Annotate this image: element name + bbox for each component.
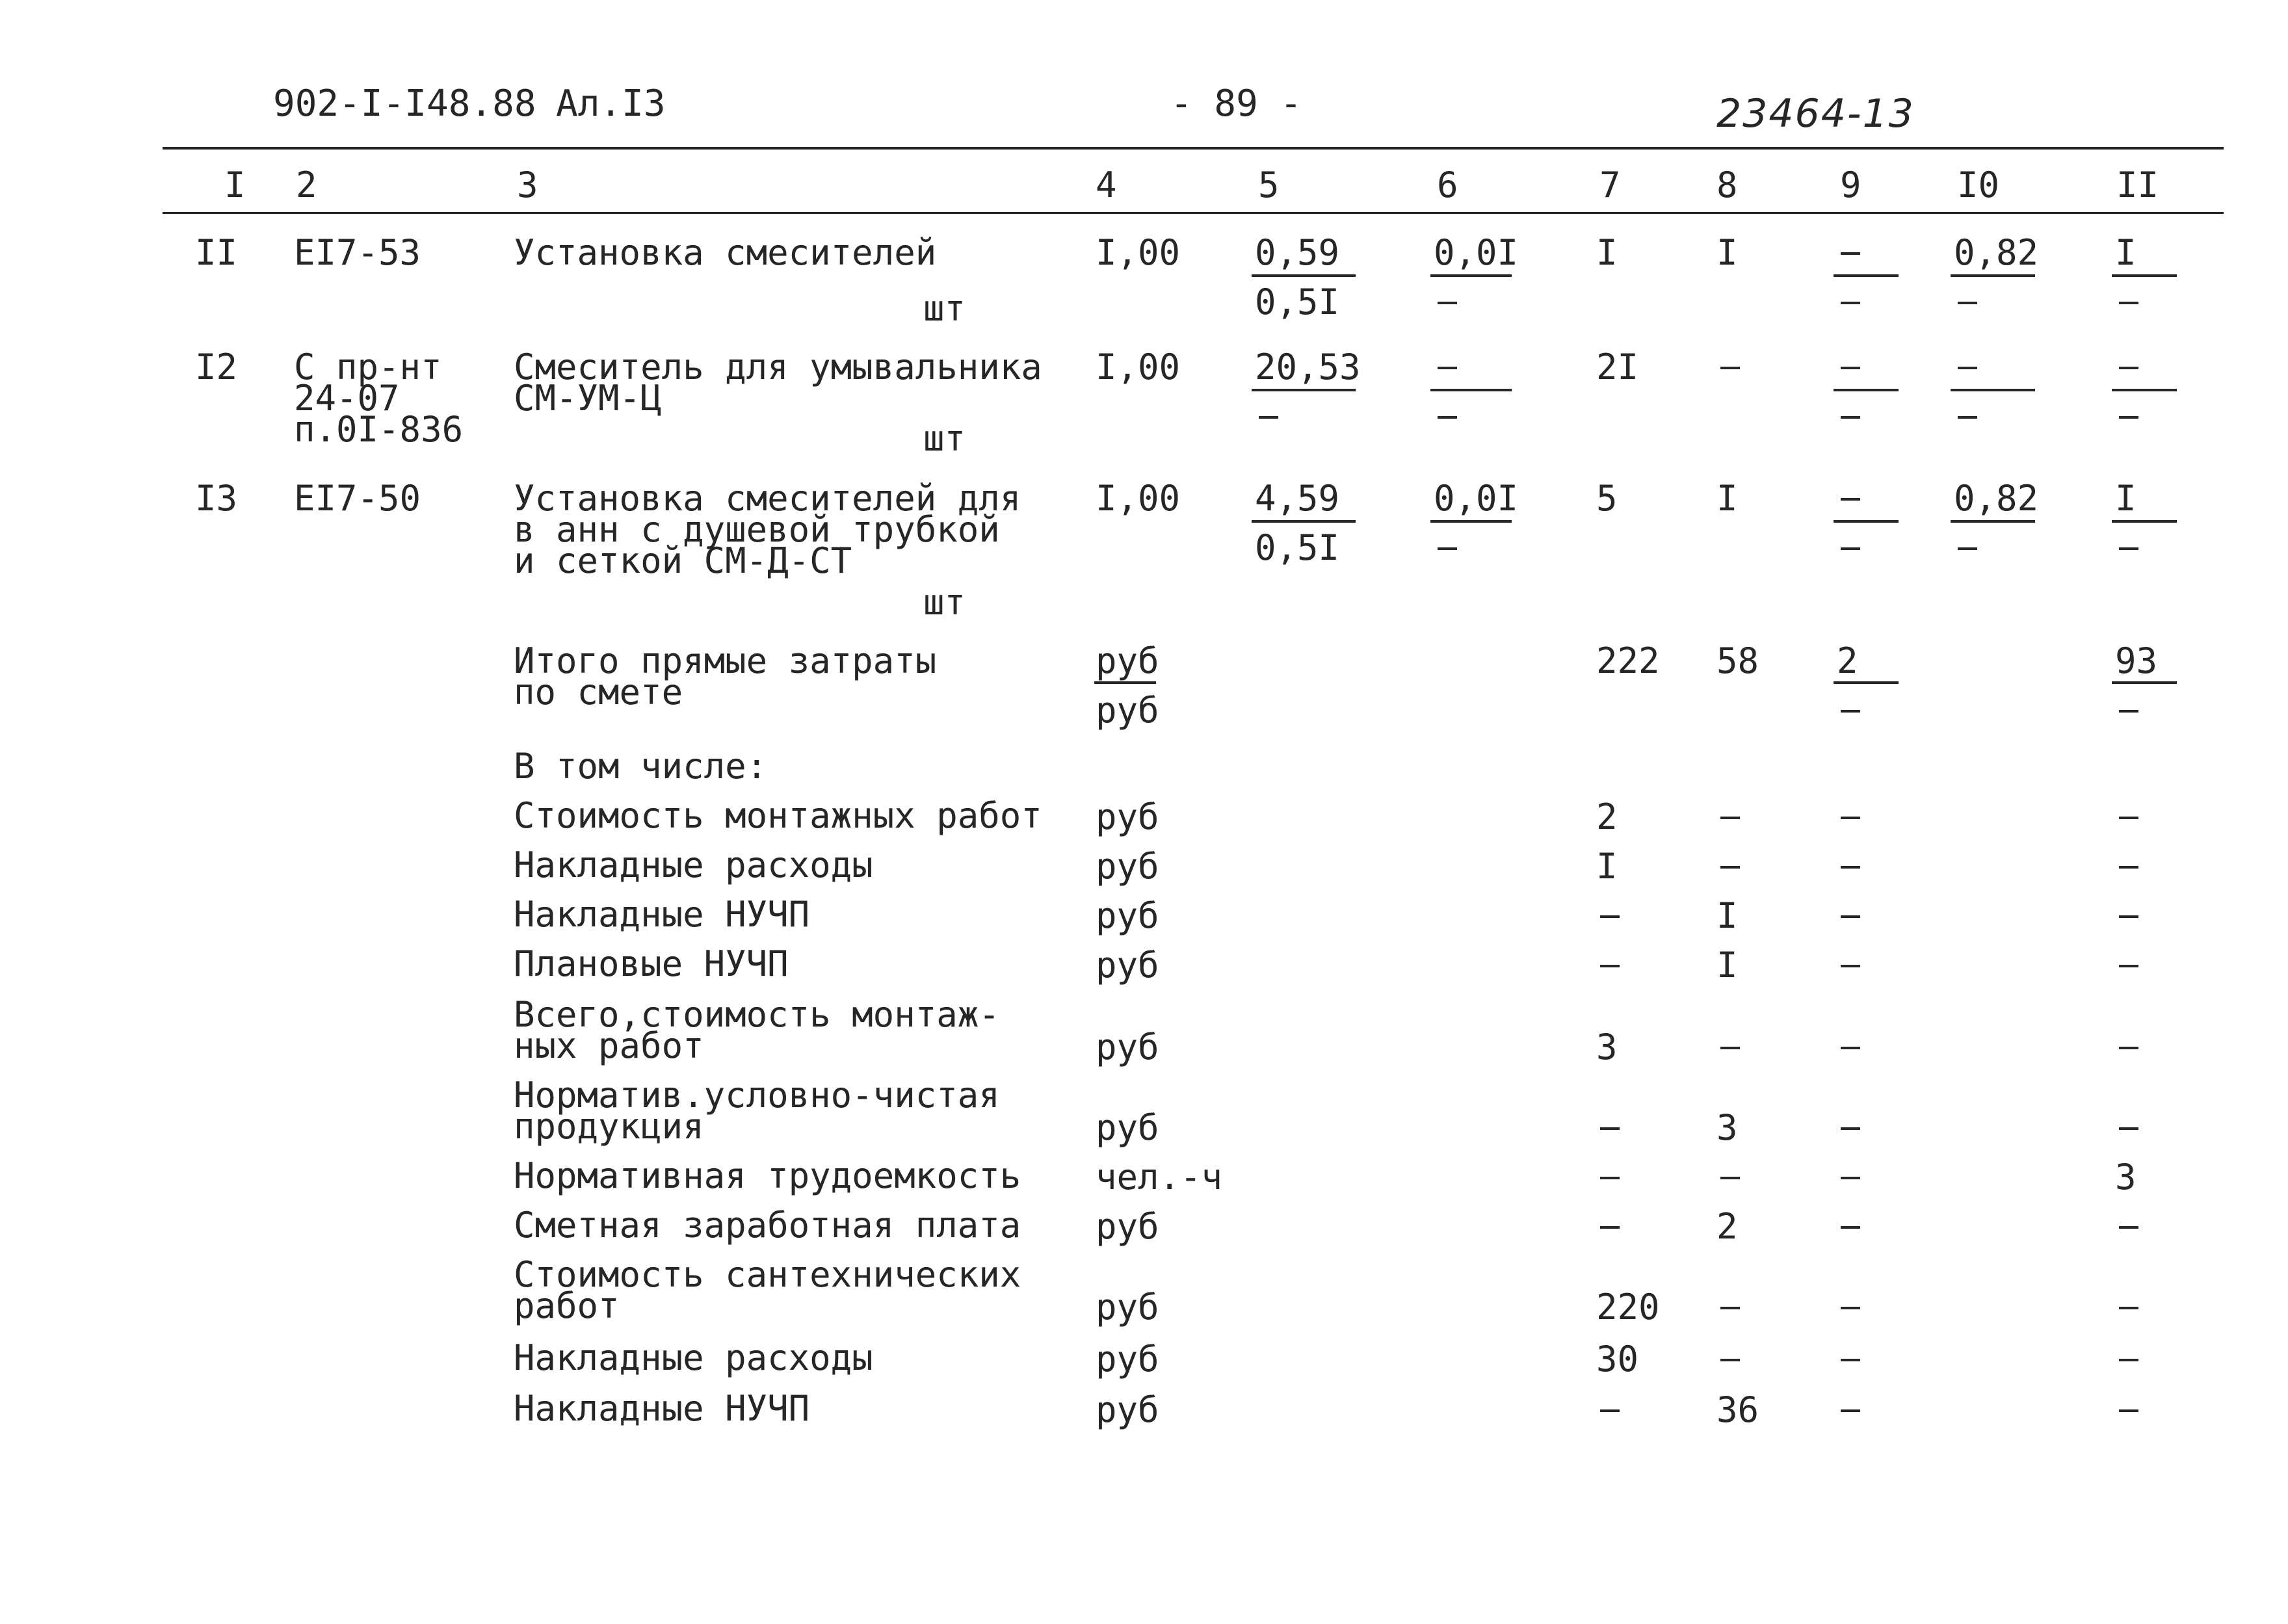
summary-unit: руб [1096, 895, 1159, 936]
summary-c7-value [1600, 1409, 1620, 1412]
summary-unit: руб [1096, 1389, 1159, 1430]
summary-c9-value [1841, 915, 1860, 918]
item-quantity: I,00 [1096, 478, 1181, 519]
item-c10-underline [1951, 274, 2035, 277]
item-name-line: СМ-УМ-Ц [514, 378, 662, 419]
column-header-7: 7 [1599, 164, 1621, 205]
total-unit: руб [1096, 640, 1159, 681]
item-c10-value: 0,82 [1954, 478, 2039, 519]
item-c8-value: I [1716, 232, 1738, 273]
column-header-8: 8 [1716, 164, 1738, 205]
item-c11-value [2119, 367, 2138, 369]
item-c9-value [1841, 416, 1860, 419]
item-quantity: I,00 [1096, 347, 1181, 387]
total-c9-underline [1834, 681, 1899, 684]
item-c5-value: 0,5I [1255, 527, 1340, 568]
item-c7-value: I [1596, 232, 1618, 273]
summary-c9-value [1841, 817, 1860, 819]
summary-c8-value [1720, 1307, 1740, 1309]
item-c6-value [1438, 416, 1457, 419]
item-code-line: п.0I-836 [294, 409, 464, 450]
item-c9-value [1841, 252, 1860, 255]
item-c8-value: I [1716, 478, 1738, 519]
summary-c11-value [2119, 1127, 2138, 1130]
item-code-line: 24-07 [294, 378, 400, 419]
item-c7-value: 2I [1596, 347, 1639, 387]
summary-label-line: Сметная заработная плата [514, 1205, 1021, 1246]
summary-unit: руб [1096, 1027, 1159, 1067]
page-number: - 89 - [1170, 83, 1302, 125]
summary-label-line: ных работ [514, 1025, 704, 1066]
column-header-11: II [2116, 164, 2159, 205]
summary-unit: руб [1096, 1107, 1159, 1148]
item-c6-value [1438, 367, 1457, 369]
summary-label-line: Норматив.условно-чистая [514, 1075, 1000, 1116]
summary-label-line: Накладные НУЧП [514, 894, 810, 935]
item-number: I3 [195, 478, 238, 519]
item-c6-value [1438, 302, 1457, 304]
summary-c8-value: I [1716, 945, 1738, 986]
item-name-line: Установка смесителей [514, 232, 937, 273]
item-c5-underline [1252, 274, 1356, 277]
item-name-line: в анн с душевой трубкой [514, 509, 1000, 550]
summary-c11-value: 3 [2115, 1157, 2137, 1198]
item-unit-label: шт [923, 288, 966, 329]
header-top-rule [163, 147, 2224, 150]
item-c5-value: 0,59 [1255, 232, 1340, 273]
total-unit: руб [1096, 690, 1159, 731]
item-name-line: Установка смесителей для [514, 478, 1021, 519]
column-header-1: I [224, 164, 246, 205]
item-c6-value: 0,0I [1434, 232, 1519, 273]
summary-c9-value [1841, 1359, 1860, 1361]
summary-unit: руб [1096, 846, 1159, 887]
item-c11-value: I [2115, 232, 2137, 273]
summary-label-line: Плановые НУЧП [514, 943, 789, 984]
total-c9-value: 2 [1837, 640, 1858, 681]
item-c9-underline [1834, 520, 1899, 523]
summary-c9-value [1841, 1409, 1860, 1412]
column-header-3: 3 [517, 164, 538, 205]
column-header-2: 2 [296, 164, 317, 205]
summary-c11-value [2119, 1226, 2138, 1229]
item-c10-underline [1951, 520, 2035, 523]
summary-c8-value [1720, 1177, 1740, 1179]
summary-c8-value: 36 [1716, 1389, 1759, 1430]
item-c11-underline [2112, 274, 2177, 277]
summary-c7-value [1600, 965, 1620, 967]
total-c7-value: 222 [1596, 640, 1660, 681]
item-c6-value [1438, 547, 1457, 550]
item-c5-value: 0,5I [1255, 282, 1340, 322]
summary-unit: руб [1096, 1206, 1159, 1247]
column-header-4: 4 [1096, 164, 1117, 205]
summary-c8-value: 3 [1716, 1107, 1738, 1148]
item-c7-value: 5 [1596, 478, 1618, 519]
item-c6-underline [1430, 520, 1512, 523]
summary-c7-value: 2 [1596, 796, 1618, 837]
item-c11-value [2119, 547, 2138, 550]
item-c10-value [1958, 416, 1977, 419]
summary-c8-value [1720, 1359, 1740, 1361]
item-c5-value: 4,59 [1255, 478, 1340, 519]
total-label-line: по смете [514, 672, 683, 713]
summary-label-line: Накладные расходы [514, 1337, 873, 1378]
item-code-line: EI7-53 [294, 232, 421, 273]
summary-unit: руб [1096, 1339, 1159, 1380]
stamp-number: 23464-13 [1716, 91, 1915, 137]
item-code-line: С пр-нт [294, 347, 442, 387]
summary-c9-value [1841, 1177, 1860, 1179]
sheet-number: Ал.I3 [556, 83, 666, 125]
summary-label-line: Нормативная трудоемкость [514, 1155, 1021, 1196]
item-c10-value: 0,82 [1954, 232, 2039, 273]
item-c11-underline [2112, 520, 2177, 523]
summary-label-line: Накладные расходы [514, 845, 873, 885]
item-c10-value [1958, 547, 1977, 550]
summary-c9-value [1841, 965, 1860, 967]
summary-c9-value [1841, 1047, 1860, 1049]
item-c10-value [1958, 302, 1977, 304]
summary-unit: руб [1096, 796, 1159, 837]
summary-label-line: Всего,стоимость монтаж- [514, 994, 1000, 1035]
item-unit-label: шт [923, 582, 966, 623]
column-header-9: 9 [1840, 164, 1861, 205]
item-c11-underline [2112, 389, 2177, 391]
summary-c11-value [2119, 1359, 2138, 1361]
summary-label-line: Накладные НУЧП [514, 1388, 810, 1429]
item-c5-value: 20,53 [1255, 347, 1361, 387]
total-label-line: Итого прямые затраты [514, 640, 937, 681]
column-header-5: 5 [1258, 164, 1280, 205]
summary-c9-value [1841, 1307, 1860, 1309]
item-c10-underline [1951, 389, 2035, 391]
summary-c9-value [1841, 1226, 1860, 1229]
subtotal-heading: В том числе: [514, 746, 768, 787]
item-name-line: Смеситель для умывальника [514, 347, 1042, 387]
header-bottom-rule [163, 212, 2224, 214]
summary-c8-value [1720, 1047, 1740, 1049]
item-number: II [195, 232, 238, 273]
summary-c8-value: 2 [1716, 1206, 1738, 1247]
document-code: 902-I-I48.88 [273, 83, 536, 125]
item-c11-value [2119, 302, 2138, 304]
item-name-line: и сеткой СМ-Д-СТ [514, 540, 852, 581]
item-c5-value [1259, 416, 1278, 419]
summary-c8-value [1720, 817, 1740, 819]
summary-label-line: продукция [514, 1106, 704, 1147]
total-c9-value [1841, 710, 1860, 713]
summary-c7-value [1600, 1177, 1620, 1179]
total-c11-underline [2112, 681, 2177, 684]
summary-c11-value [2119, 1047, 2138, 1049]
summary-c7-value [1600, 1127, 1620, 1130]
column-header-6: 6 [1437, 164, 1458, 205]
item-c11-value: I [2115, 478, 2137, 519]
item-c9-value [1841, 302, 1860, 304]
summary-unit: руб [1096, 1287, 1159, 1328]
summary-c11-value [2119, 915, 2138, 918]
item-code-line: EI7-50 [294, 478, 421, 519]
summary-unit: руб [1096, 945, 1159, 986]
summary-c7-value [1600, 915, 1620, 918]
summary-label-line: Стоимость сантехнических [514, 1254, 1021, 1295]
item-c6-underline [1430, 389, 1512, 391]
item-c5-underline [1252, 389, 1356, 391]
summary-label-line: работ [514, 1285, 620, 1326]
summary-c7-value: 220 [1596, 1287, 1660, 1328]
summary-unit: чел.-ч [1096, 1157, 1223, 1198]
summary-c8-value: I [1716, 895, 1738, 936]
summary-c7-value: 30 [1596, 1339, 1639, 1380]
summary-c9-value [1841, 866, 1860, 869]
item-c9-value [1841, 367, 1860, 369]
item-c9-value [1841, 547, 1860, 550]
item-c6-underline [1430, 274, 1512, 277]
item-c5-underline [1252, 520, 1356, 523]
item-c9-underline [1834, 274, 1899, 277]
total-c8-value: 58 [1716, 640, 1759, 681]
summary-c9-value [1841, 1127, 1860, 1130]
summary-label-line: Стоимость монтажных работ [514, 795, 1042, 836]
item-number: I2 [195, 347, 238, 387]
summary-c8-value [1720, 866, 1740, 869]
item-unit-label: шт [923, 418, 966, 459]
column-header-10: I0 [1957, 164, 2000, 205]
summary-c11-value [2119, 866, 2138, 869]
total-unit-underline [1094, 681, 1156, 684]
item-c6-value: 0,0I [1434, 478, 1519, 519]
summary-c11-value [2119, 965, 2138, 967]
summary-c7-value: I [1596, 846, 1618, 887]
summary-c7-value: 3 [1596, 1027, 1618, 1067]
summary-c7-value [1600, 1226, 1620, 1229]
item-quantity: I,00 [1096, 232, 1181, 273]
total-c11-value [2119, 710, 2138, 713]
total-c11-value: 93 [2115, 640, 2158, 681]
item-c11-value [2119, 416, 2138, 419]
item-c9-value [1841, 498, 1860, 501]
summary-c11-value [2119, 1307, 2138, 1309]
summary-c11-value [2119, 817, 2138, 819]
item-c10-value [1958, 367, 1977, 369]
item-c9-underline [1834, 389, 1899, 391]
summary-c11-value [2119, 1409, 2138, 1412]
item-c8-value [1720, 367, 1740, 369]
